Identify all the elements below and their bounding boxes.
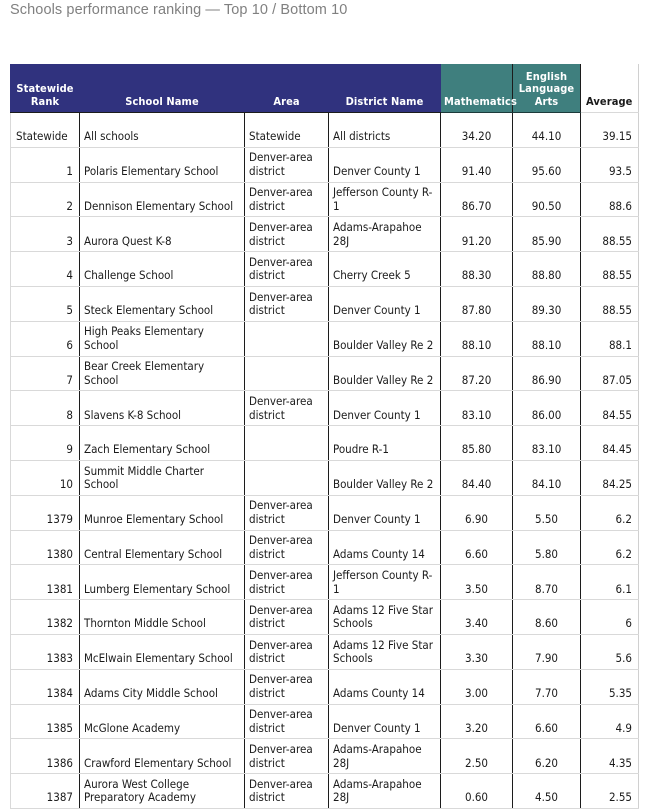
cell-english-language-arts: 95.60 bbox=[513, 147, 581, 182]
cell-average: 4.9 bbox=[581, 704, 639, 739]
cell-statewide-rank: Statewide bbox=[11, 113, 80, 148]
cell-mathematics: 3.40 bbox=[441, 600, 513, 635]
cell-area: Denver-area district bbox=[245, 669, 329, 704]
schools-ranking-table-container bbox=[10, 64, 638, 809]
cell-school-name: Slavens K-8 School bbox=[80, 391, 245, 426]
cell-school-name: All schools bbox=[80, 113, 245, 148]
cell-average: 5.6 bbox=[581, 634, 639, 669]
cell-english-language-arts: 8.60 bbox=[513, 600, 581, 635]
cell-statewide-rank: 1383 bbox=[11, 634, 80, 669]
cell-mathematics: 3.50 bbox=[441, 565, 513, 600]
cell-area: Denver-area district bbox=[245, 182, 329, 217]
cell-school-name: McGlone Academy bbox=[80, 704, 245, 739]
cell-mathematics: 2.50 bbox=[441, 739, 513, 774]
cell-mathematics: 3.00 bbox=[441, 669, 513, 704]
cell-english-language-arts: 5.50 bbox=[513, 495, 581, 530]
cell-english-language-arts: 7.90 bbox=[513, 634, 581, 669]
table-row[interactable] bbox=[11, 217, 639, 252]
cell-average: 84.25 bbox=[581, 460, 639, 495]
table-row[interactable] bbox=[11, 113, 639, 148]
cell-area bbox=[245, 321, 329, 356]
cell-english-language-arts: 86.90 bbox=[513, 356, 581, 391]
cell-english-language-arts: 86.00 bbox=[513, 391, 581, 426]
cell-average: 5.35 bbox=[581, 669, 639, 704]
column-header-statewide-rank[interactable]: Statewide Rank bbox=[11, 65, 80, 113]
cell-mathematics: 3.30 bbox=[441, 634, 513, 669]
cell-statewide-rank: 1385 bbox=[11, 704, 80, 739]
cell-school-name: Aurora Quest K-8 bbox=[80, 217, 245, 252]
cell-average: 88.55 bbox=[581, 217, 639, 252]
cell-area: Statewide bbox=[245, 113, 329, 148]
schools-ranking-table bbox=[10, 64, 639, 809]
table-row[interactable] bbox=[11, 286, 639, 321]
column-header-district-name[interactable]: District Name bbox=[329, 65, 441, 113]
cell-mathematics: 34.20 bbox=[441, 113, 513, 148]
cell-district-name: Boulder Valley Re 2 bbox=[329, 460, 441, 495]
cell-school-name: Adams City Middle School bbox=[80, 669, 245, 704]
cell-district-name: Adams County 14 bbox=[329, 530, 441, 565]
cell-statewide-rank: 1387 bbox=[11, 774, 80, 809]
cell-district-name: Jefferson County R-1 bbox=[329, 182, 441, 217]
cell-area: Denver-area district bbox=[245, 391, 329, 426]
table-row[interactable] bbox=[11, 669, 639, 704]
column-header-area[interactable]: Area bbox=[245, 65, 329, 113]
table-row[interactable] bbox=[11, 565, 639, 600]
cell-school-name: Crawford Elementary School bbox=[80, 739, 245, 774]
cell-school-name: Steck Elementary School bbox=[80, 286, 245, 321]
cell-school-name: McElwain Elementary School bbox=[80, 634, 245, 669]
cell-english-language-arts: 88.10 bbox=[513, 321, 581, 356]
cell-mathematics: 87.80 bbox=[441, 286, 513, 321]
cell-average: 88.6 bbox=[581, 182, 639, 217]
cell-school-name: Munroe Elementary School bbox=[80, 495, 245, 530]
table-row[interactable] bbox=[11, 321, 639, 356]
cell-area bbox=[245, 426, 329, 461]
cell-area bbox=[245, 356, 329, 391]
cell-district-name: Boulder Valley Re 2 bbox=[329, 321, 441, 356]
cell-english-language-arts: 4.50 bbox=[513, 774, 581, 809]
cell-mathematics: 91.40 bbox=[441, 147, 513, 182]
table-body bbox=[11, 113, 639, 809]
cell-mathematics: 91.20 bbox=[441, 217, 513, 252]
cell-english-language-arts: 83.10 bbox=[513, 426, 581, 461]
cell-district-name: Adams-Arapahoe 28J bbox=[329, 217, 441, 252]
cell-school-name: Aurora West College Preparatory Academy bbox=[80, 774, 245, 809]
page-title: Schools performance ranking — Top 10 / Bottom 10 bbox=[10, 2, 348, 18]
cell-english-language-arts: 7.70 bbox=[513, 669, 581, 704]
cell-mathematics: 84.40 bbox=[441, 460, 513, 495]
cell-statewide-rank: 2 bbox=[11, 182, 80, 217]
cell-school-name: Polaris Elementary School bbox=[80, 147, 245, 182]
cell-english-language-arts: 85.90 bbox=[513, 217, 581, 252]
cell-school-name: Dennison Elementary School bbox=[80, 182, 245, 217]
cell-area: Denver-area district bbox=[245, 739, 329, 774]
table-header bbox=[11, 65, 639, 113]
table-row[interactable] bbox=[11, 426, 639, 461]
table-row[interactable] bbox=[11, 147, 639, 182]
cell-district-name: Adams County 14 bbox=[329, 669, 441, 704]
cell-average: 6 bbox=[581, 600, 639, 635]
cell-average: 87.05 bbox=[581, 356, 639, 391]
cell-mathematics: 88.10 bbox=[441, 321, 513, 356]
cell-area: Denver-area district bbox=[245, 495, 329, 530]
cell-english-language-arts: 84.10 bbox=[513, 460, 581, 495]
cell-school-name: Thornton Middle School bbox=[80, 600, 245, 635]
column-header-mathematics[interactable]: Mathematics bbox=[441, 65, 513, 113]
cell-statewide-rank: 3 bbox=[11, 217, 80, 252]
cell-district-name: Adams-Arapahoe 28J bbox=[329, 739, 441, 774]
table-row[interactable] bbox=[11, 391, 639, 426]
table-row[interactable] bbox=[11, 774, 639, 809]
table-row[interactable] bbox=[11, 600, 639, 635]
cell-statewide-rank: 1384 bbox=[11, 669, 80, 704]
cell-district-name: Boulder Valley Re 2 bbox=[329, 356, 441, 391]
cell-district-name: Denver County 1 bbox=[329, 286, 441, 321]
cell-area: Denver-area district bbox=[245, 252, 329, 287]
cell-school-name: Challenge School bbox=[80, 252, 245, 287]
table-row[interactable] bbox=[11, 704, 639, 739]
cell-district-name: Adams 12 Five Star Schools bbox=[329, 600, 441, 635]
cell-average: 88.1 bbox=[581, 321, 639, 356]
cell-average: 88.55 bbox=[581, 286, 639, 321]
column-header-english-language-arts[interactable]: English Language Arts bbox=[513, 65, 581, 113]
table-row[interactable] bbox=[11, 460, 639, 495]
cell-mathematics: 83.10 bbox=[441, 391, 513, 426]
cell-mathematics: 85.80 bbox=[441, 426, 513, 461]
cell-average: 6.2 bbox=[581, 530, 639, 565]
cell-district-name: All districts bbox=[329, 113, 441, 148]
cell-statewide-rank: 8 bbox=[11, 391, 80, 426]
cell-mathematics: 3.20 bbox=[441, 704, 513, 739]
cell-mathematics: 87.20 bbox=[441, 356, 513, 391]
cell-area: Denver-area district bbox=[245, 530, 329, 565]
cell-average: 6.2 bbox=[581, 495, 639, 530]
table-header-row bbox=[11, 65, 639, 113]
cell-statewide-rank: 10 bbox=[11, 460, 80, 495]
cell-statewide-rank: 5 bbox=[11, 286, 80, 321]
cell-area: Denver-area district bbox=[245, 704, 329, 739]
cell-average: 6.1 bbox=[581, 565, 639, 600]
cell-district-name: Denver County 1 bbox=[329, 495, 441, 530]
cell-district-name: Adams 12 Five Star Schools bbox=[329, 634, 441, 669]
cell-mathematics: 88.30 bbox=[441, 252, 513, 287]
column-header-school-name[interactable]: School Name bbox=[80, 65, 245, 113]
cell-district-name: Cherry Creek 5 bbox=[329, 252, 441, 287]
cell-statewide-rank: 9 bbox=[11, 426, 80, 461]
cell-english-language-arts: 90.50 bbox=[513, 182, 581, 217]
table-row[interactable] bbox=[11, 252, 639, 287]
cell-average: 84.45 bbox=[581, 426, 639, 461]
cell-district-name: Adams-Arapahoe 28J bbox=[329, 774, 441, 809]
cell-area: Denver-area district bbox=[245, 565, 329, 600]
cell-average: 4.35 bbox=[581, 739, 639, 774]
cell-statewide-rank: 1379 bbox=[11, 495, 80, 530]
cell-school-name: Central Elementary School bbox=[80, 530, 245, 565]
cell-english-language-arts: 6.60 bbox=[513, 704, 581, 739]
cell-statewide-rank: 1382 bbox=[11, 600, 80, 635]
cell-mathematics: 6.60 bbox=[441, 530, 513, 565]
cell-english-language-arts: 6.20 bbox=[513, 739, 581, 774]
cell-english-language-arts: 44.10 bbox=[513, 113, 581, 148]
table-row[interactable] bbox=[11, 495, 639, 530]
table-row[interactable] bbox=[11, 530, 639, 565]
cell-statewide-rank: 1386 bbox=[11, 739, 80, 774]
table-row[interactable] bbox=[11, 634, 639, 669]
cell-statewide-rank: 6 bbox=[11, 321, 80, 356]
cell-statewide-rank: 4 bbox=[11, 252, 80, 287]
cell-area bbox=[245, 460, 329, 495]
cell-statewide-rank: 1380 bbox=[11, 530, 80, 565]
cell-school-name: Bear Creek Elementary School bbox=[80, 356, 245, 391]
cell-district-name: Denver County 1 bbox=[329, 391, 441, 426]
cell-mathematics: 6.90 bbox=[441, 495, 513, 530]
cell-average: 39.15 bbox=[581, 113, 639, 148]
table-row[interactable] bbox=[11, 356, 639, 391]
cell-school-name: High Peaks Elementary School bbox=[80, 321, 245, 356]
cell-mathematics: 86.70 bbox=[441, 182, 513, 217]
cell-statewide-rank: 1381 bbox=[11, 565, 80, 600]
cell-area: Denver-area district bbox=[245, 217, 329, 252]
cell-average: 84.55 bbox=[581, 391, 639, 426]
cell-area: Denver-area district bbox=[245, 774, 329, 809]
column-header-average[interactable]: Average bbox=[581, 65, 639, 113]
table-row[interactable] bbox=[11, 182, 639, 217]
cell-district-name: Poudre R-1 bbox=[329, 426, 441, 461]
cell-area: Denver-area district bbox=[245, 286, 329, 321]
cell-english-language-arts: 89.30 bbox=[513, 286, 581, 321]
cell-school-name: Lumberg Elementary School bbox=[80, 565, 245, 600]
cell-english-language-arts: 88.80 bbox=[513, 252, 581, 287]
cell-district-name: Denver County 1 bbox=[329, 147, 441, 182]
cell-average: 2.55 bbox=[581, 774, 639, 809]
table-row[interactable] bbox=[11, 739, 639, 774]
cell-district-name: Denver County 1 bbox=[329, 704, 441, 739]
cell-area: Denver-area district bbox=[245, 600, 329, 635]
cell-statewide-rank: 7 bbox=[11, 356, 80, 391]
cell-mathematics: 0.60 bbox=[441, 774, 513, 809]
cell-school-name: Zach Elementary School bbox=[80, 426, 245, 461]
cell-english-language-arts: 8.70 bbox=[513, 565, 581, 600]
cell-area: Denver-area district bbox=[245, 147, 329, 182]
cell-statewide-rank: 1 bbox=[11, 147, 80, 182]
cell-average: 93.5 bbox=[581, 147, 639, 182]
cell-school-name: Summit Middle Charter School bbox=[80, 460, 245, 495]
cell-area: Denver-area district bbox=[245, 634, 329, 669]
cell-english-language-arts: 5.80 bbox=[513, 530, 581, 565]
cell-district-name: Jefferson County R-1 bbox=[329, 565, 441, 600]
cell-average: 88.55 bbox=[581, 252, 639, 287]
